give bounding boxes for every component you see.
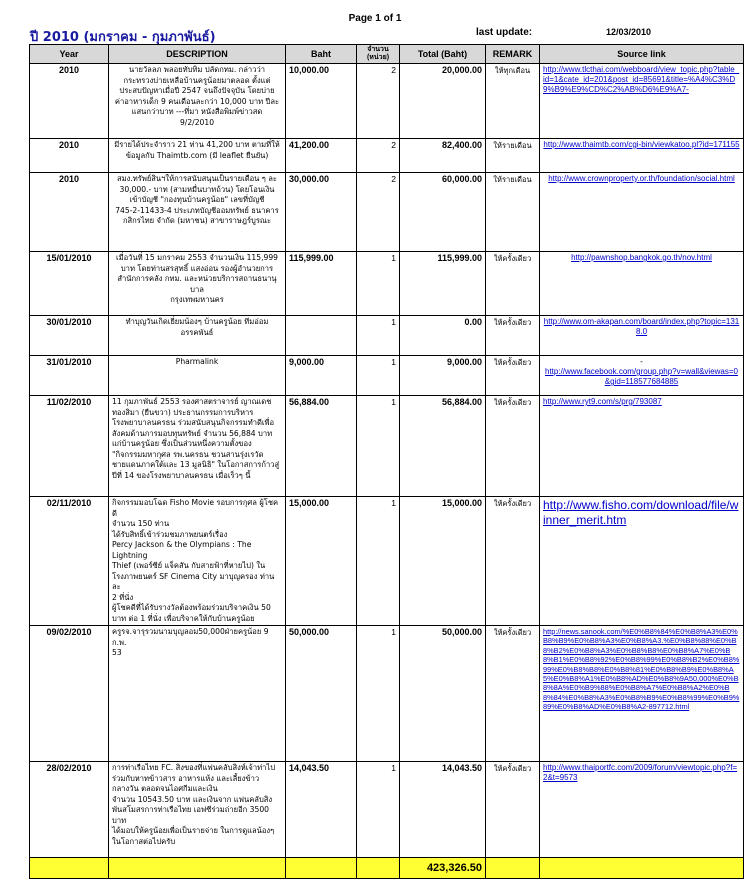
page-title: ปี 2010 (มกราคม - กุมภาพันธ์) bbox=[30, 30, 216, 45]
source-link[interactable]: http://news.sanook.com/%E0%B8%84%E0%B8%A3%E0%B8%B9%E0%B8%A3%E0%B8%A3.%E0%B8%88%E0%B8%B2%E0%B8%A3%E0%B8%B8%E0%B8%A7%E0%B8%B1%E0%B8%92%E0%B8%99%E0%B8%B2%E0%B8%99%E0%B8%B8%E0%B8%81%E0%B8%B9%E0%B8%A5%E0%B8%A1%E0%B8%AD%E0%B8%9A50,000%E0%B8%8A%E0%B9%88%E0%B8%A7%E0%B8%A2%E0%B8%84%E0%B8%A3%E0%B8%B9%E0%B8%99%E0%B9%89%E0%B8%AD%E0%B8%A2-897712.html bbox=[543, 627, 740, 712]
grand-total-value: 423,326.50 bbox=[400, 858, 486, 879]
row-year: 28/02/2010 bbox=[30, 762, 109, 858]
row-year: 02/11/2010 bbox=[30, 497, 109, 626]
row-description: มีรายได้ประจำราว 21 ท่าน 41,200 บาท ตามที่ให้ ข้อมูลกับ Thaimtb.com (มี leaflet ยืนยัน) bbox=[109, 139, 286, 173]
col-header-total: Total (Baht) bbox=[400, 45, 486, 64]
row-quantity: 1 bbox=[357, 626, 400, 762]
row-baht: 50,000.00 bbox=[286, 626, 357, 762]
row-total: 56,884.00 bbox=[400, 396, 486, 497]
row-quantity: 1 bbox=[357, 356, 400, 396]
source-link[interactable]: http://pawnshop.bangkok.go.th/nov.html bbox=[571, 253, 712, 262]
last-update-value: 12/03/2010 bbox=[606, 27, 652, 37]
row-description: 11 กุมภาพันธ์ 2553 รองศาสตราจารย์ ญาณเดช ทองสิมา (ยืนขวา) ประธานกรรมการบริหาร โรงพยาบาลนครธน ร่วมสนับสนุนกิจกรรมทำดีเพื่อ สังคมด้านการมอบทุนทรัพย์ จำนวน 56,884 บาท แก่บ้านครูน้อย ซึ่งเป็นส่วนหนึ่งความตั้งของ "กิจกรรมมหากุศล รพ.นครธน ชวนสานรุ่งเรวัด ชายแดนภาคใต้และ 13 มูลนิธิ" ในโอกาสการก้าวสู่ ปีที่ 14 ของโรงพยาบาลนครธน เมื่อเร็วๆ นี้ bbox=[109, 396, 286, 497]
row-remark: ให้ครั้งเดียว bbox=[486, 356, 540, 396]
row-description: เมื่อวันที่ 15 มกราคม 2553 จำนวนเงิน 115,999 บาท โดยท่านสรสุทธิ์ แสงอ่อน รองผู้อำนวยการ สำนักการคลัง กทม. และหน่วยบริการสถานธนานุบาล กรุงเทพมหานคร bbox=[109, 252, 286, 316]
row-total: 20,000.00 bbox=[400, 64, 486, 139]
table-row bbox=[30, 252, 744, 316]
row-year: 30/01/2010 bbox=[30, 316, 109, 356]
row-baht bbox=[286, 316, 357, 356]
row-year: 15/01/2010 bbox=[30, 252, 109, 316]
source-link[interactable]: http://www.om-akapan.com/board/index.php?topic=1318.0 bbox=[543, 317, 740, 336]
row-total: 82,400.00 bbox=[400, 139, 486, 173]
row-remark: ให้ครั้งเดียว bbox=[486, 316, 540, 356]
row-description: นายวัลลภ พลอยทับทิม ปลัดกทม. กล่าวว่า กระทรวงบ่ายเหลือบ้านครูน้อยมาตลอด ตั้งแต่ ประสบปัญหาเมื่อปี 2547 จนถึงปัจจุบัน โดยบ่าย ค่าอาหารเด็ก 9 คนเดือนละกว่า 10,000 บาท ปีละ แสนกว่าบาท ---ที่มา หนังสือพิมพ์ข่าวสด 9/2/2010 bbox=[109, 64, 286, 139]
row-year: 31/01/2010 bbox=[30, 356, 109, 396]
row-remark: ให้ครั้งเดียว bbox=[486, 396, 540, 497]
row-quantity: 2 bbox=[357, 139, 400, 173]
source-link[interactable]: http://www.tlcthai.com/webboard/view_topic.php?table_id=1&cate_id=201&post_id=85691&title=%A4%C3%D9%B9%E9%CD%C2%AB%D6%E9%A7- bbox=[543, 65, 740, 94]
row-baht: 41,200.00 bbox=[286, 139, 357, 173]
col-header-year: Year bbox=[30, 45, 109, 64]
row-description: ทำบุญวันเกิดเยี่ยมน้องๆ บ้านครูน้อย ทีมอ่อม อรรคพันธ์ bbox=[109, 316, 286, 356]
row-description: ครูรจ.จารุรวมนามบุญลอม50,000ฝ่ายครูน้อย 9 ก.พ. 53 bbox=[109, 626, 286, 762]
source-link[interactable]: http://www.thaiportfc.com/2009/forum/viewtopic.php?f=2&t=9573 bbox=[543, 763, 738, 782]
grand-total-row bbox=[30, 858, 744, 879]
row-remark: ให้รายเดือน bbox=[486, 139, 540, 173]
col-header-baht: Baht bbox=[286, 45, 357, 64]
last-update-label: last update: bbox=[476, 27, 533, 38]
table-row bbox=[30, 396, 744, 497]
source-link[interactable]: http://www.ryt9.com/s/prg/793087 bbox=[543, 397, 662, 406]
table-row bbox=[30, 139, 744, 173]
row-total: 15,000.00 bbox=[400, 497, 486, 626]
row-total: 9,000.00 bbox=[400, 356, 486, 396]
col-header-description: DESCRIPTION bbox=[109, 45, 286, 64]
row-baht: 115,999.00 bbox=[286, 252, 357, 316]
row-baht: 9,000.00 bbox=[286, 356, 357, 396]
row-year: 2010 bbox=[30, 139, 109, 173]
row-total: 50,000.00 bbox=[400, 626, 486, 762]
link-prefix: - bbox=[640, 357, 643, 366]
row-description: Pharmalink bbox=[109, 356, 286, 396]
col-header-remark: REMARK bbox=[486, 45, 540, 64]
table-row bbox=[30, 626, 744, 762]
row-remark: ให้รายเดือน bbox=[486, 173, 540, 252]
row-total: 115,999.00 bbox=[400, 252, 486, 316]
donation-table bbox=[29, 44, 744, 879]
row-baht: 30,000.00 bbox=[286, 173, 357, 252]
row-description: กิจกรรมมอบโฉด Fisho Movie รอบการกุศล ผู้โชคดี จำนวน 150 ท่าน ได้รับสิทธิ์เข้าร่วมชมภาพยนตร์เรื่อง Percy Jackson & the Olympians : The Lightning Thief (เพอร์ซีย์ แจ็คสัน กับสายฟ้าที่หายไป) ใน โรงภาพยนตร์ SF Cinema City มาบุญครอง ท่านละ 2 ที่นั่ง ผู้โชคดีที่ได้รับรางวัลต้องพร้อมร่วมบริจาคเงิน 50 บาท ต่อ 1 ที่นั่ง เพื่อบริจาคให้กับบ้านครูน้อย bbox=[109, 497, 286, 626]
row-baht: 10,000.00 bbox=[286, 64, 357, 139]
row-remark: ให้ทุกเดือน bbox=[486, 64, 540, 139]
row-baht: 14,043.50 bbox=[286, 762, 357, 858]
source-link[interactable]: http://www.fisho.com/download/file/winner_merit.htm bbox=[543, 498, 739, 527]
source-link[interactable]: http://www.thaimtb.com/cgi-bin/viewkatoo.pl?id=171155 bbox=[543, 140, 740, 149]
row-quantity: 1 bbox=[357, 316, 400, 356]
row-total: 0.00 bbox=[400, 316, 486, 356]
row-description: การท่าเรือไทย FC. สิงของที่แฟนคลับสิงห์เจ้าท่าไป ร่วมกับหาทข้าวสาร อาหารแห้ง และเลี้ยงข้าว กลางวัน ตลอดจนไอศกีมและเงิน จำนวน 10543.50 บาท และเงินจาก แฟนคลับสิง พันสโมสรการท่าเรือไทย เอฟซีร่วมถ่ายอีก 3500 บาท ได้มอบให้ครูน้อยเพื่อเป็นรายจ่าย ในการดูแลน้องๆ ในโอกาสต่อไปครับ bbox=[109, 762, 286, 858]
row-description: สมง.ทรัพย์สินฯให้การสนับสนุนเป็นรายเดือน ๆ ละ 30,000.- บาท (สามหมื่นบาทถ้วน) โดยโอนเงิน เข้าบัญชี "กองทุนบ้านครูน้อย" เลขที่บัญชี 745-2-11433-4 ประเภทบัญชีออมทรัพย์ ธนาคาร กสิกรไทย จำกัด (มหาชน) สาขาราษฎร์บูรณะ bbox=[109, 173, 286, 252]
page-number: Page 1 of 1 bbox=[348, 13, 402, 24]
row-year: 09/02/2010 bbox=[30, 626, 109, 762]
row-remark: ให้ครั้งเดียว bbox=[486, 252, 540, 316]
table-row bbox=[30, 497, 744, 626]
table-row bbox=[30, 316, 744, 356]
table-header-row bbox=[30, 45, 744, 64]
table-row bbox=[30, 356, 744, 396]
row-quantity: 1 bbox=[357, 252, 400, 316]
row-quantity: 1 bbox=[357, 497, 400, 626]
row-total: 60,000.00 bbox=[400, 173, 486, 252]
row-year: 2010 bbox=[30, 64, 109, 139]
row-quantity: 1 bbox=[357, 762, 400, 858]
row-remark: ให้ครั้งเดียว bbox=[486, 497, 540, 626]
row-quantity: 2 bbox=[357, 64, 400, 139]
row-baht: 15,000.00 bbox=[286, 497, 357, 626]
row-year: 2010 bbox=[30, 173, 109, 252]
table-row bbox=[30, 762, 744, 858]
row-remark: ให้ครั้งเดียว bbox=[486, 626, 540, 762]
col-header-source-link: Source link bbox=[540, 45, 744, 64]
row-year: 11/02/2010 bbox=[30, 396, 109, 497]
row-quantity: 1 bbox=[357, 396, 400, 497]
row-total: 14,043.50 bbox=[400, 762, 486, 858]
table-row bbox=[30, 64, 744, 139]
table-row bbox=[30, 173, 744, 252]
row-baht: 56,884.00 bbox=[286, 396, 357, 497]
source-link[interactable]: http://www.facebook.com/group.php?v=wall&viewas=0&gid=118577684885 bbox=[545, 367, 738, 386]
source-link[interactable]: http://www.crownproperty.or.th/foundation/social.html bbox=[548, 174, 735, 183]
row-quantity: 2 bbox=[357, 173, 400, 252]
row-remark: ให้ครั้งเดียว bbox=[486, 762, 540, 858]
col-header-quantity: จำนวน (หน่วย) bbox=[357, 45, 400, 64]
